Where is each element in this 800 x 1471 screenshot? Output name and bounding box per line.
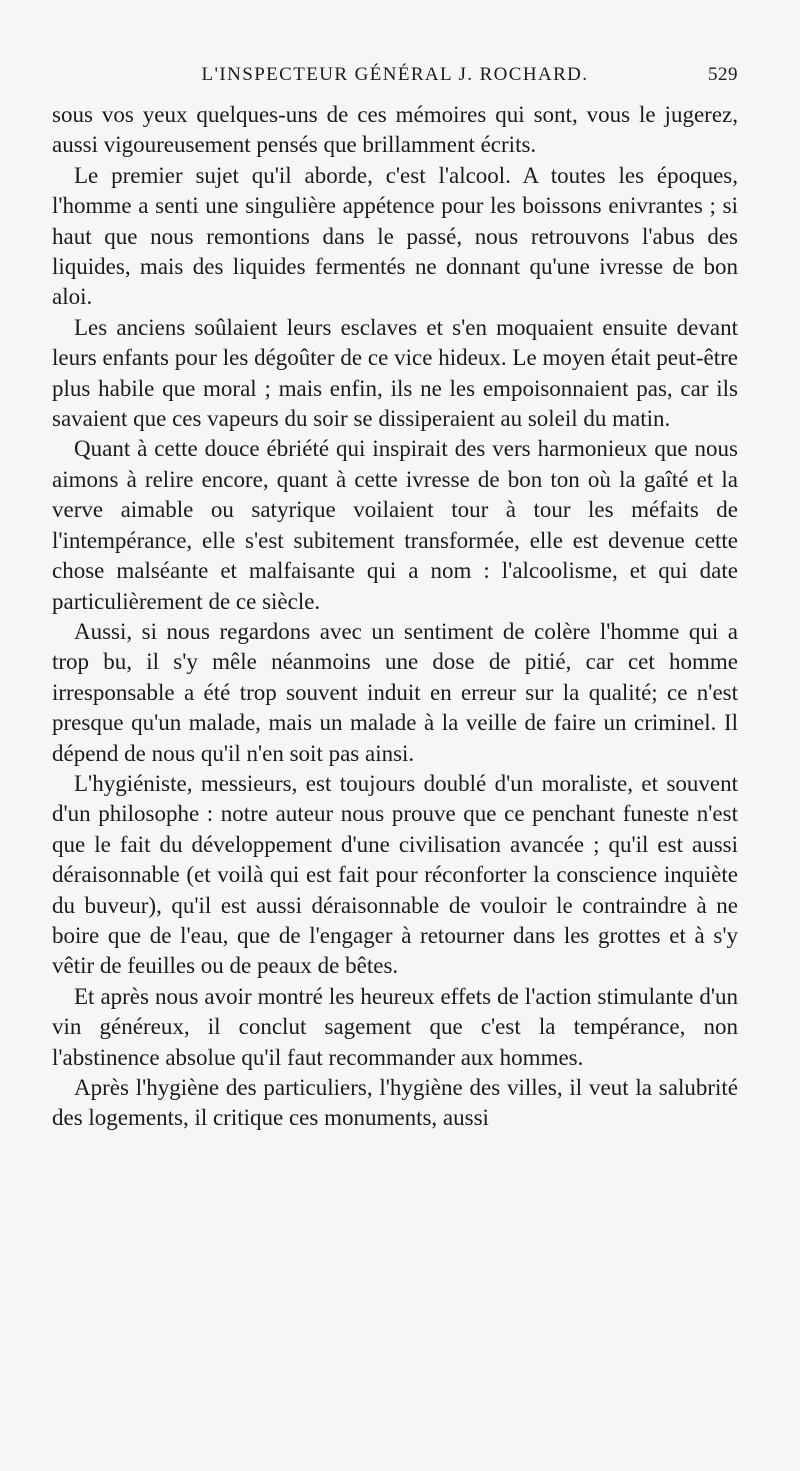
paragraph: Après l'hygiène des particuliers, l'hygiène des villes, il veut la salubrité des logements, il critique ces monuments, aussi bbox=[52, 1075, 738, 1131]
paragraph: Et après nous avoir montré les heureux effets de l'action stimulante d'un vin généreux, il conclut sagement que c'est la tempérance, non l'abstinence absolue qu'il faut recommander aux hommes. bbox=[52, 983, 738, 1070]
paragraph: L'hygiéniste, messieurs, est toujours doublé d'un moraliste, et souvent d'un philosophe : notre auteur nous prouve que ce penchant funeste n'est que le fait du développement d'une civilisation avancée ; qu'il est aussi déraisonnable (et voilà qui est fait pour réconforter la conscience inquiète du buveur), qu'il est aussi déraisonnable de vouloir le contraindre à ne boire que de l'eau, que de l'engager à retourner dans les grottes et à s'y vêtir de feuilles ou de peaux de bêtes. bbox=[52, 770, 738, 979]
book-page bbox=[52, 56, 738, 1134]
paragraph: Quant à cette douce ébriété qui inspirait des vers harmonieux que nous aimons à relire encore, quant à cette ivresse de bon ton où la gaîté et la verve aimable ou satyrique voilaient tour à tour les méfaits de l'intempérance, elle s'est subitement transformée, elle est devenue cette chose malséante et malfaisante qui a nom : l'alcoolisme, et qui date particulièrement de ce siècle. bbox=[52, 436, 738, 614]
page-header bbox=[52, 56, 738, 90]
page-number: 529 bbox=[708, 64, 738, 85]
paragraph: Les anciens soûlaient leurs esclaves et s'en moquaient ensuite devant leurs enfants pour les dégoûter de ce vice hideux. Le moyen était peut-être plus habile que moral ; mais enfin, ils ne les empoisonnaient pas, car ils savaient que ces vapeurs du soir se dissiperaient au soleil du matin. bbox=[52, 314, 738, 432]
paragraph: Aussi, si nous regardons avec un sentiment de colère l'homme qui a trop bu, il s'y mêle néanmoins une dose de pitié, car cet homme irresponsable a été trop souvent induit en erreur sur la qualité; ce n'est presque qu'un malade, mais un malade à la veille de faire un criminel. Il dépend de nous qu'il n'en soit pas ainsi. bbox=[52, 618, 738, 766]
body-text bbox=[52, 100, 738, 1134]
running-title: L'INSPECTEUR GÉNÉRAL J. ROCHARD. bbox=[201, 64, 589, 85]
paragraph: Le premier sujet qu'il aborde, c'est l'alcool. A toutes les époques, l'homme a senti une singulière appétence pour les boissons enivrantes ; si haut que nous remontions dans le passé, nous retrouvons l'abus des liquides, mais des liquides fermentés ne donnant qu'une ivresse de bon aloi. bbox=[52, 162, 738, 310]
paragraph: sous vos yeux quelques-uns de ces mémoires qui sont, vous le jugerez, aussi vigoureusement pensés que brillamment écrits. bbox=[52, 102, 738, 158]
